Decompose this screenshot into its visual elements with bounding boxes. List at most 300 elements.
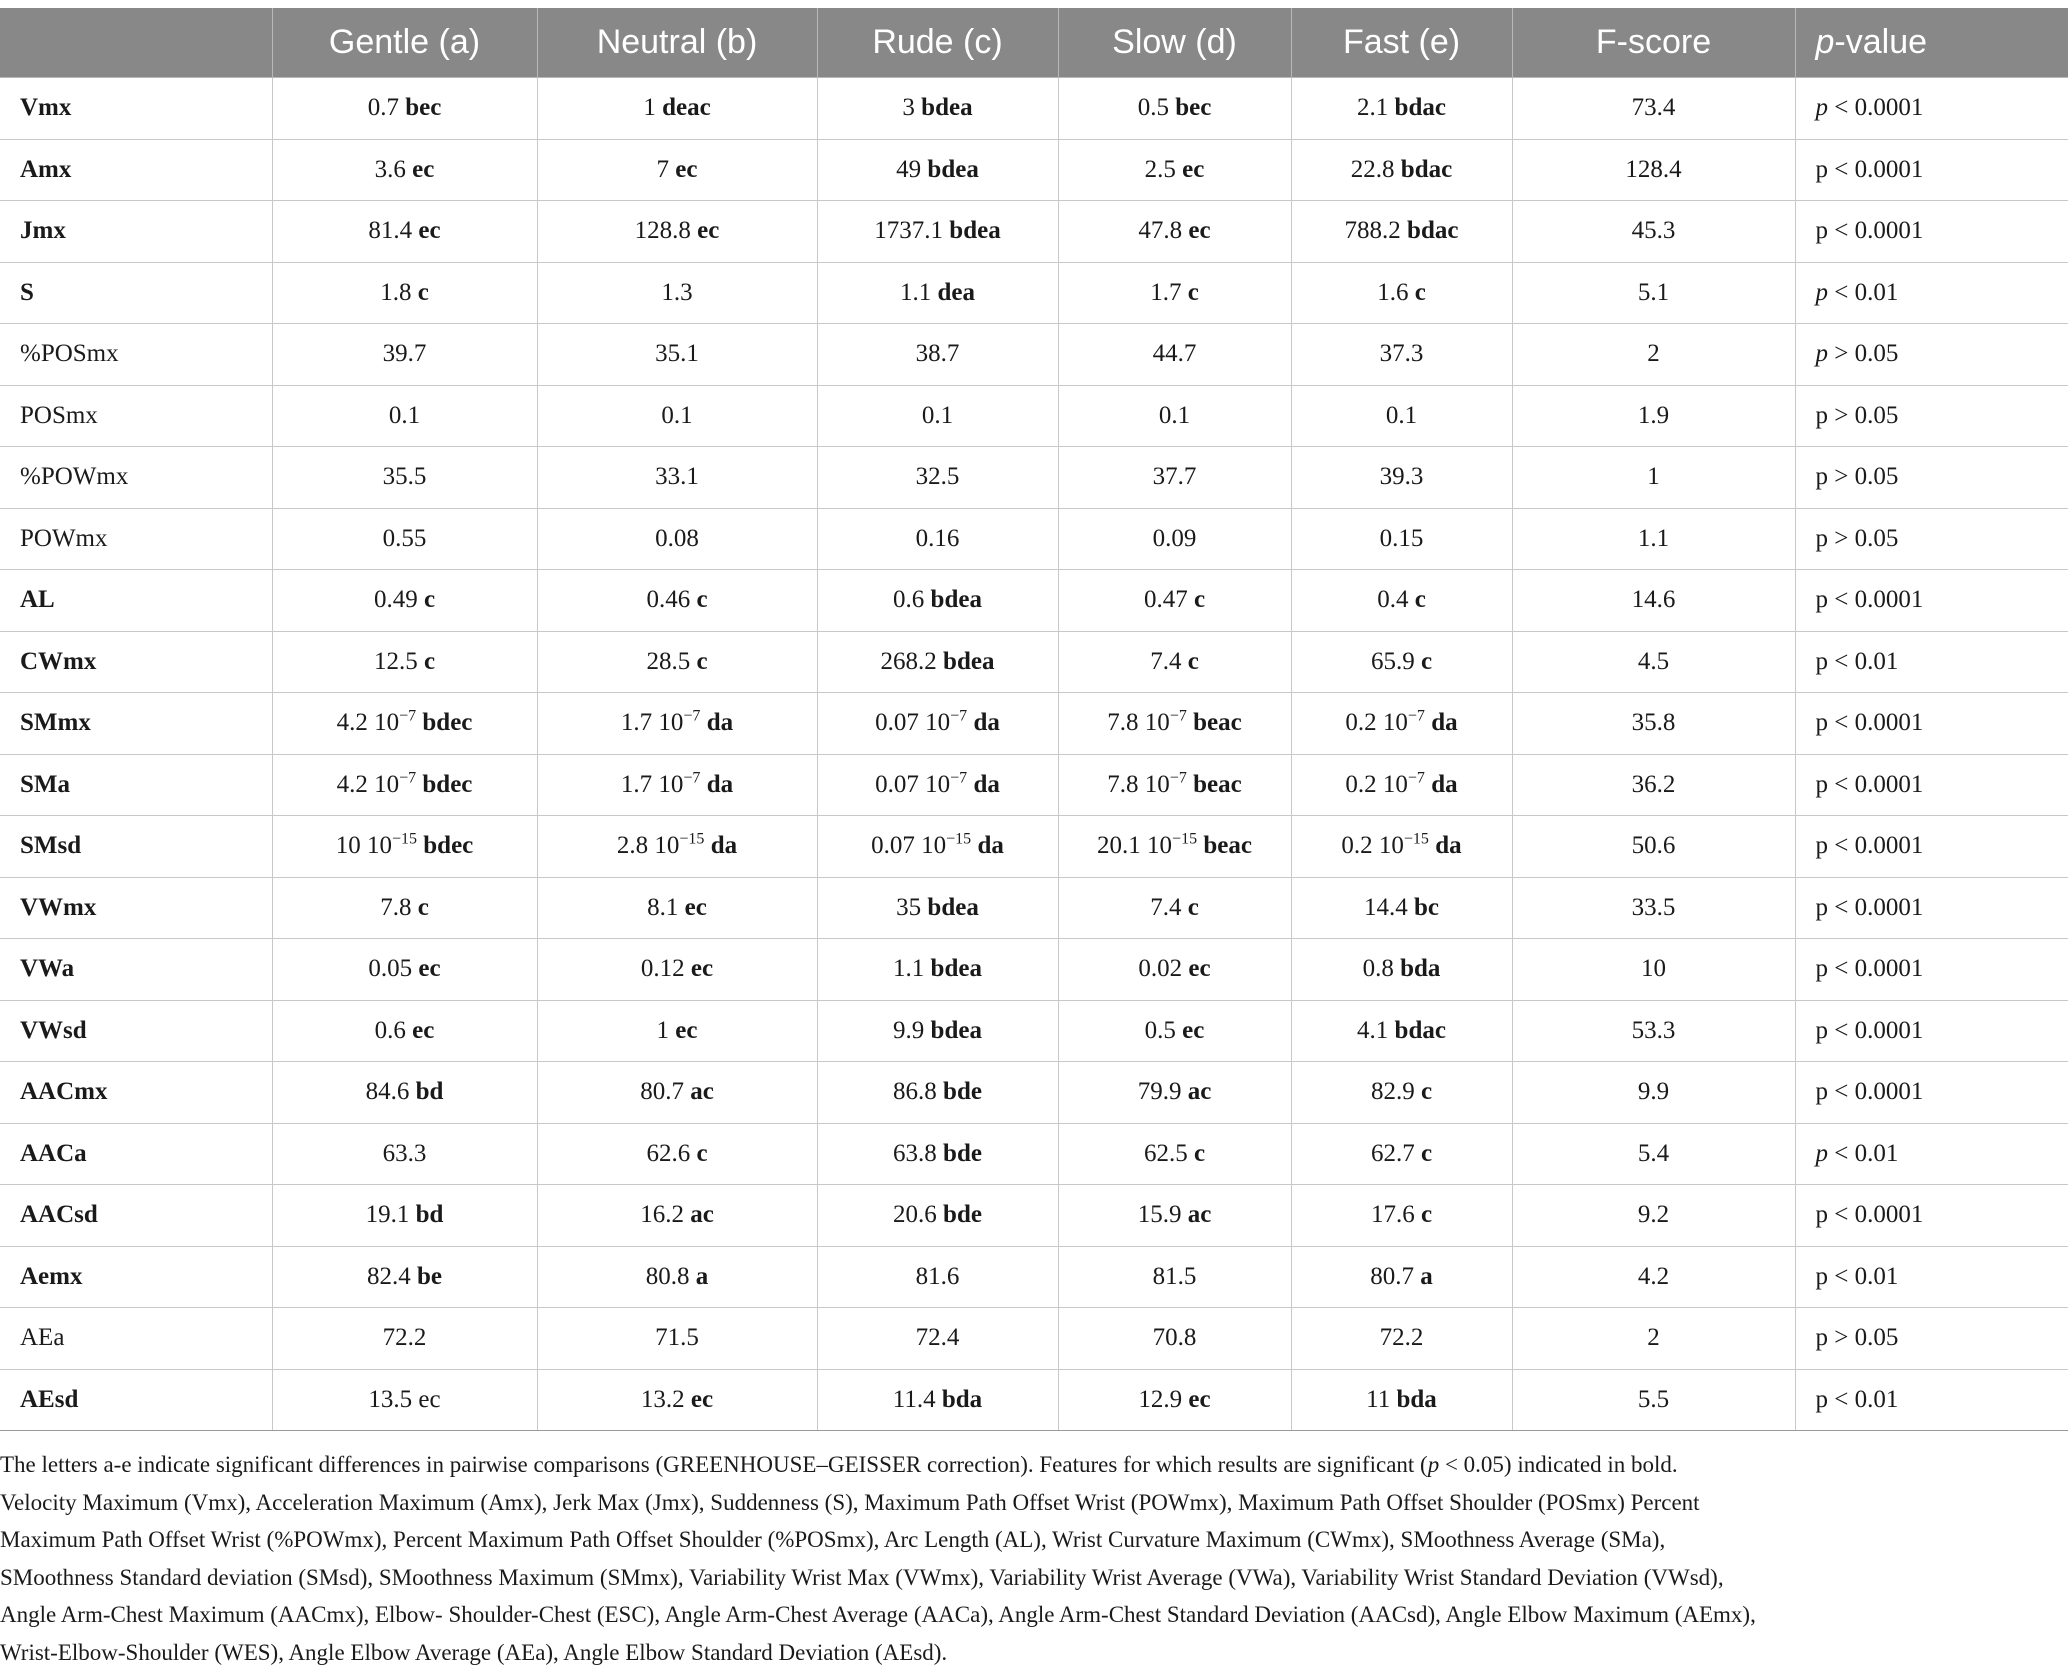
cell-value: 0.55 [382,524,427,552]
cell-slow [1058,1308,1291,1370]
cell-exponent: −7 [683,769,701,787]
cell-value: 14.4 [1364,893,1408,921]
cell-value: 1.7 10 [620,770,684,798]
significance-letters: da [706,709,734,737]
significance-letters: bd [415,1078,444,1106]
significance-letters: c [1414,278,1426,306]
cell-fast [1291,1246,1512,1308]
cell-value: 0.8 [1362,955,1394,983]
cell-value: 39.3 [1379,463,1424,491]
cell-fast [1291,1308,1512,1370]
cell-exponent: −7 [1169,769,1187,787]
significance-letters: ac [690,1078,714,1106]
significance-letters: ec [418,217,441,245]
significance-letters: ec [418,955,441,983]
cell-value: 9.9 [893,1016,925,1044]
cell-slow [1058,754,1291,816]
cell-value: 0.1 [661,401,693,429]
cell-value: 0.5 [1137,94,1169,122]
footnote-text: The letters a-e indicate significant differences in pairwise comparisons (GREENHOUSE–GEISSER correction). Features for which results are significant ( [0,1452,1428,1477]
feature-label: SMmx [0,693,272,755]
cell-exponent: −7 [399,707,417,725]
cell-neutral [537,508,817,570]
feature-label: SMsd [0,816,272,878]
table-header [0,8,2068,78]
significance-letters: bdea [949,217,1001,245]
cell-gentle [272,1062,537,1124]
cell-value: 0.07 10 [871,832,947,860]
cell-slow [1058,939,1291,1001]
significance-letters: da [1435,832,1462,860]
cell-value: 3 [902,94,915,122]
cell-gentle [272,1185,537,1247]
p-symbol: p [1815,278,1828,306]
significance-letters: da [706,770,734,798]
cell-value: 4.2 10 [336,709,400,737]
significance-letters: bdea [927,155,979,183]
significance-letters: c [417,893,429,921]
table-row [0,693,2068,755]
cell-exponent: −15 [1172,830,1198,848]
significance-letters: ec [697,217,720,245]
header-cell-rude: Rude (c) [817,8,1058,78]
feature-label: AACmx [0,1062,272,1124]
cell-fast [1291,201,1512,263]
cell-slow [1058,1000,1291,1062]
cell-rude [817,324,1058,386]
cell-value: 7.8 10 [1107,709,1170,737]
cell-value: 0.49 [373,586,418,614]
p-value-cell: p < 0.01 [1795,631,2068,693]
p-value-cell [1795,1123,2068,1185]
significance-letters: ec [690,1385,714,1413]
cell-exponent: −7 [399,769,417,787]
footnote-line: Angle Arm-Chest Maximum (AACmx), Elbow- Shoulder-Chest (ESC), Angle Arm-Chest Average (AACa), Angle Arm-Chest Standard Deviation (AACsd), Angle Elbow Maximum (AEmx), [0,1602,1756,1627]
p-value-cell: p < 0.0001 [1795,1062,2068,1124]
f-score-cell: 4.5 [1512,631,1795,693]
cell-value: 1.1 [900,278,932,306]
cell-neutral [537,1246,817,1308]
cell-neutral [537,201,817,263]
f-score-cell: 50.6 [1512,816,1795,878]
table-row [0,816,2068,878]
cell-gentle [272,324,537,386]
cell-gentle [272,1308,537,1370]
cell-value: 32.5 [915,463,960,491]
significance-letters: ec [1182,155,1205,183]
cell-rude [817,78,1058,140]
cell-value: 1737.1 [874,217,944,245]
cell-rude [817,754,1058,816]
cell-rude [817,1062,1058,1124]
cell-value: 0.07 10 [875,709,951,737]
cell-value: 35 [896,893,922,921]
header-cell-p-value [1795,8,2068,78]
significance-letters: bec [405,94,442,122]
cell-rude [817,508,1058,570]
cell-value: 11.4 [892,1385,936,1413]
significance-letters: bda [941,1385,983,1413]
f-score-cell: 5.5 [1512,1369,1795,1431]
significance-letters: bde [943,1078,982,1106]
cell-slow [1058,139,1291,201]
cell-value: 0.16 [915,524,960,552]
f-score-cell: 14.6 [1512,570,1795,632]
feature-label: %POWmx [0,447,272,509]
cell-gentle [272,78,537,140]
cell-value: 80.7 [1370,1262,1414,1290]
significance-letters: bd [415,1201,444,1229]
p-value-cell: p < 0.0001 [1795,1000,2068,1062]
cell-gentle [272,385,537,447]
cell-fast [1291,570,1512,632]
feature-label: %POSmx [0,324,272,386]
p-symbol: p [1815,94,1828,122]
cell-gentle [272,631,537,693]
cell-value: 12.9 [1138,1385,1183,1413]
feature-label: Aemx [0,1246,272,1308]
f-score-cell: 128.4 [1512,139,1795,201]
cell-value: 84.6 [365,1078,410,1106]
cell-neutral [537,754,817,816]
cell-gentle [272,1369,537,1431]
cell-value: 15.9 [1137,1201,1182,1229]
cell-value: 7.4 [1150,893,1182,921]
cell-slow [1058,816,1291,878]
p-value-cell: p < 0.01 [1795,1369,2068,1431]
p-value-cell [1795,324,2068,386]
cell-gentle [272,570,537,632]
p-symbol: p [1815,340,1828,368]
cell-value: 2.5 [1144,155,1176,183]
header-row [0,8,2068,78]
cell-neutral [537,1123,817,1185]
significance-letters: beac [1193,709,1242,737]
cell-gentle [272,939,537,1001]
cell-rude [817,1123,1058,1185]
feature-label: CWmx [0,631,272,693]
cell-neutral [537,385,817,447]
cell-fast [1291,631,1512,693]
cell-value: 39.7 [382,340,427,368]
significance-letters: bdea [930,955,982,983]
p-value-cell: p < 0.01 [1795,1246,2068,1308]
cell-gentle [272,1246,537,1308]
significance-letters: c [1414,586,1426,614]
significance-letters: c [417,278,429,306]
cell-value: 63.3 [382,1139,427,1167]
cell-value: 0.7 [367,94,399,122]
cell-value: 0.08 [655,524,699,552]
cell-rude [817,693,1058,755]
significance-letters: c [1193,1139,1206,1167]
table-row [0,1000,2068,1062]
cell-rude [817,816,1058,878]
significance-letters: ac [690,1201,714,1229]
cell-fast [1291,816,1512,878]
significance-letters: bda [1396,1385,1437,1413]
feature-label: Jmx [0,201,272,263]
cell-value: 86.8 [893,1078,937,1106]
cell-value: 1.1 [893,955,925,983]
significance-letters: c [696,586,708,614]
f-score-cell: 33.5 [1512,877,1795,939]
cell-rude [817,447,1058,509]
cell-value: 0.1 [921,401,954,429]
feature-label: AL [0,570,272,632]
cell-gentle [272,201,537,263]
significance-letters: c [696,647,708,675]
cell-rude [817,1246,1058,1308]
cell-gentle [272,877,537,939]
footnote-p-symbol: p [1427,1452,1440,1477]
cell-value: 0.6 [374,1016,406,1044]
cell-neutral [537,1185,817,1247]
p-value-cell: p < 0.0001 [1795,939,2068,1001]
cell-value: 10 10 [335,832,392,860]
significance-letters: beac [1203,832,1252,860]
cell-value: 2.8 10 [616,832,680,860]
cell-value: 0.2 10 [1345,770,1408,798]
significance-letters: c [1420,1078,1433,1106]
cell-neutral [537,1369,817,1431]
significance-letters: da [1431,709,1458,737]
feature-label: AEa [0,1308,272,1370]
cell-rude [817,139,1058,201]
p-value-cell: p < 0.0001 [1795,201,2068,263]
f-score-cell: 5.1 [1512,262,1795,324]
cell-slow [1058,508,1291,570]
feature-label: AACsd [0,1185,272,1247]
significance-letters: bdec [423,832,474,860]
significance-letters: da [710,832,738,860]
cell-value: 0.02 [1138,955,1183,983]
feature-label: VWsd [0,1000,272,1062]
cell-neutral [537,139,817,201]
significance-letters: bdac [1394,94,1446,122]
header-cell-fast: Fast (e) [1291,8,1512,78]
cell-value: 82.9 [1370,1078,1415,1106]
p-value-cell: p > 0.05 [1795,1308,2068,1370]
significance-letters: ec [412,1016,435,1044]
cell-value: 1 [656,1016,670,1044]
header-cell-feature [0,8,272,78]
cell-value: 79.9 [1137,1078,1182,1106]
p-value-cell: p > 0.05 [1795,508,2068,570]
cell-value: 13.5 ec [368,1385,441,1413]
table-row [0,631,2068,693]
cell-value: 0.1 [1158,401,1191,429]
table-row [0,385,2068,447]
cell-fast [1291,1185,1512,1247]
significance-letters: ac [1187,1201,1212,1229]
significance-letters: bdea [943,647,995,675]
footnote-text: < 0.05) indicated in bold. [1439,1452,1678,1477]
header-cell-f-score: F-score [1512,8,1795,78]
significance-letters: dea [937,278,975,306]
f-score-cell: 2 [1512,1308,1795,1370]
cell-value: 33.1 [655,463,699,491]
feature-label: POWmx [0,508,272,570]
cell-value: 65.9 [1370,647,1415,675]
cell-value: 16.2 [640,1201,684,1229]
f-score-cell: 4.2 [1512,1246,1795,1308]
p-value-cell: p < 0.0001 [1795,877,2068,939]
cell-slow [1058,693,1291,755]
table-row [0,78,2068,140]
significance-letters: ec [1182,1016,1205,1044]
cell-neutral [537,570,817,632]
cell-value: 80.7 [640,1078,684,1106]
table-row [0,570,2068,632]
significance-letters: beac [1193,770,1242,798]
cell-value: 7.8 10 [1107,770,1170,798]
f-score-cell: 9.2 [1512,1185,1795,1247]
table-row [0,1185,2068,1247]
cell-value: 13.2 [640,1385,685,1413]
cell-exponent: −7 [950,769,968,787]
header-cell-gentle: Gentle (a) [272,8,537,78]
cell-exponent: −7 [683,707,701,725]
significance-letters: bdea [930,586,982,614]
p-value-cell: p < 0.0001 [1795,754,2068,816]
feature-label: VWa [0,939,272,1001]
significance-letters: c [423,586,436,614]
significance-letters: bdec [422,770,473,798]
cell-value: 0.05 [368,955,413,983]
cell-value: 12.5 [373,647,418,675]
cell-slow [1058,877,1291,939]
cell-value: 62.6 [646,1139,691,1167]
significance-letters: bde [943,1201,982,1229]
cell-gentle [272,754,537,816]
cell-slow [1058,78,1291,140]
cell-fast [1291,1000,1512,1062]
significance-letters: ec [690,955,714,983]
cell-value: 1.8 [380,278,412,306]
table-row [0,447,2068,509]
cell-neutral [537,1062,817,1124]
significance-letters: c [1187,647,1199,675]
p-symbol: p [1815,1139,1828,1167]
p-value-cell [1795,262,2068,324]
cell-value: 11 [1366,1385,1391,1413]
cell-value: 28.5 [646,647,691,675]
header-cell-slow: Slow (d) [1058,8,1291,78]
footnote-line: Velocity Maximum (Vmx), Acceleration Maximum (Amx), Jerk Max (Jmx), Suddenness (S), Maximum Path Offset Wrist (POWmx), Maximum Path Offset Shoulder (POSmx) Percent [0,1489,1700,1515]
significance-letters: c [1187,893,1199,921]
cell-value: 20.1 10 [1097,832,1173,860]
f-score-cell: 36.2 [1512,754,1795,816]
feature-label: AEsd [0,1369,272,1431]
cell-value: 35.5 [382,463,427,491]
cell-gentle [272,693,537,755]
significance-letters: da [973,709,1000,737]
header-cell-neutral: Neutral (b) [537,8,817,78]
cell-slow [1058,324,1291,386]
p-value-cell: p < 0.0001 [1795,139,2068,201]
significance-letters: bdea [927,893,979,921]
cell-value: 71.5 [655,1324,699,1352]
cell-value: 0.12 [640,955,685,983]
f-score-cell: 2 [1512,324,1795,386]
significance-letters: c [1187,278,1199,306]
header-p-suffix: -value [1834,23,1928,61]
significance-letters: bdac [1407,217,1459,245]
significance-letters: da [1431,770,1458,798]
feature-label: Vmx [0,78,272,140]
cell-gentle [272,262,537,324]
p-value-cell: p < 0.0001 [1795,693,2068,755]
cell-value: 70.8 [1152,1324,1197,1352]
significance-letters: ec [412,155,435,183]
cell-neutral [537,1308,817,1370]
cell-exponent: −7 [950,707,968,725]
p-value-cell [1795,78,2068,140]
p-value-cell: p < 0.0001 [1795,1185,2068,1247]
f-score-cell: 53.3 [1512,1000,1795,1062]
table-row [0,1123,2068,1185]
f-score-cell: 5.4 [1512,1123,1795,1185]
f-score-cell: 1.9 [1512,385,1795,447]
cell-slow [1058,201,1291,263]
cell-value: 8.1 [647,893,679,921]
significance-letters: bc [1414,893,1439,921]
cell-rude [817,877,1058,939]
cell-neutral [537,631,817,693]
cell-value: 0.46 [646,586,691,614]
table-row [0,1369,2068,1431]
significance-letters: a [1420,1262,1433,1290]
table-footnote [0,1446,2060,1671]
cell-value: 17.6 [1370,1201,1415,1229]
significance-letters: bdea [921,94,973,122]
cell-fast [1291,939,1512,1001]
cell-value: 0.47 [1143,586,1188,614]
cell-value: 63.8 [893,1139,937,1167]
significance-letters: a [695,1262,709,1290]
cell-exponent: −15 [391,830,418,848]
cell-value: 268.2 [880,647,937,675]
cell-fast [1291,139,1512,201]
cell-value: 19.1 [365,1201,410,1229]
cell-value: 72.2 [382,1324,427,1352]
cell-gentle [272,508,537,570]
cell-value: 0.6 [893,586,925,614]
cell-value: 1.6 [1377,278,1409,306]
p-threshold: < 0.0001 [1828,94,1924,122]
p-value-cell: p < 0.0001 [1795,570,2068,632]
cell-value: 81.5 [1152,1262,1197,1290]
feature-label: S [0,262,272,324]
feature-label: POSmx [0,385,272,447]
table-row [0,1062,2068,1124]
cell-value: 1.7 [1150,278,1182,306]
cell-rude [817,1369,1058,1431]
cell-value: 82.4 [367,1262,411,1290]
feature-label: Amx [0,139,272,201]
cell-rude [817,262,1058,324]
cell-neutral [537,324,817,386]
cell-value: 72.2 [1379,1324,1424,1352]
cell-gentle [272,447,537,509]
significance-letters: da [977,832,1004,860]
cell-value: 0.1 [1385,401,1418,429]
cell-value: 0.07 10 [875,770,951,798]
cell-neutral [537,78,817,140]
feature-label: SMa [0,754,272,816]
cell-value: 4.2 10 [336,770,400,798]
